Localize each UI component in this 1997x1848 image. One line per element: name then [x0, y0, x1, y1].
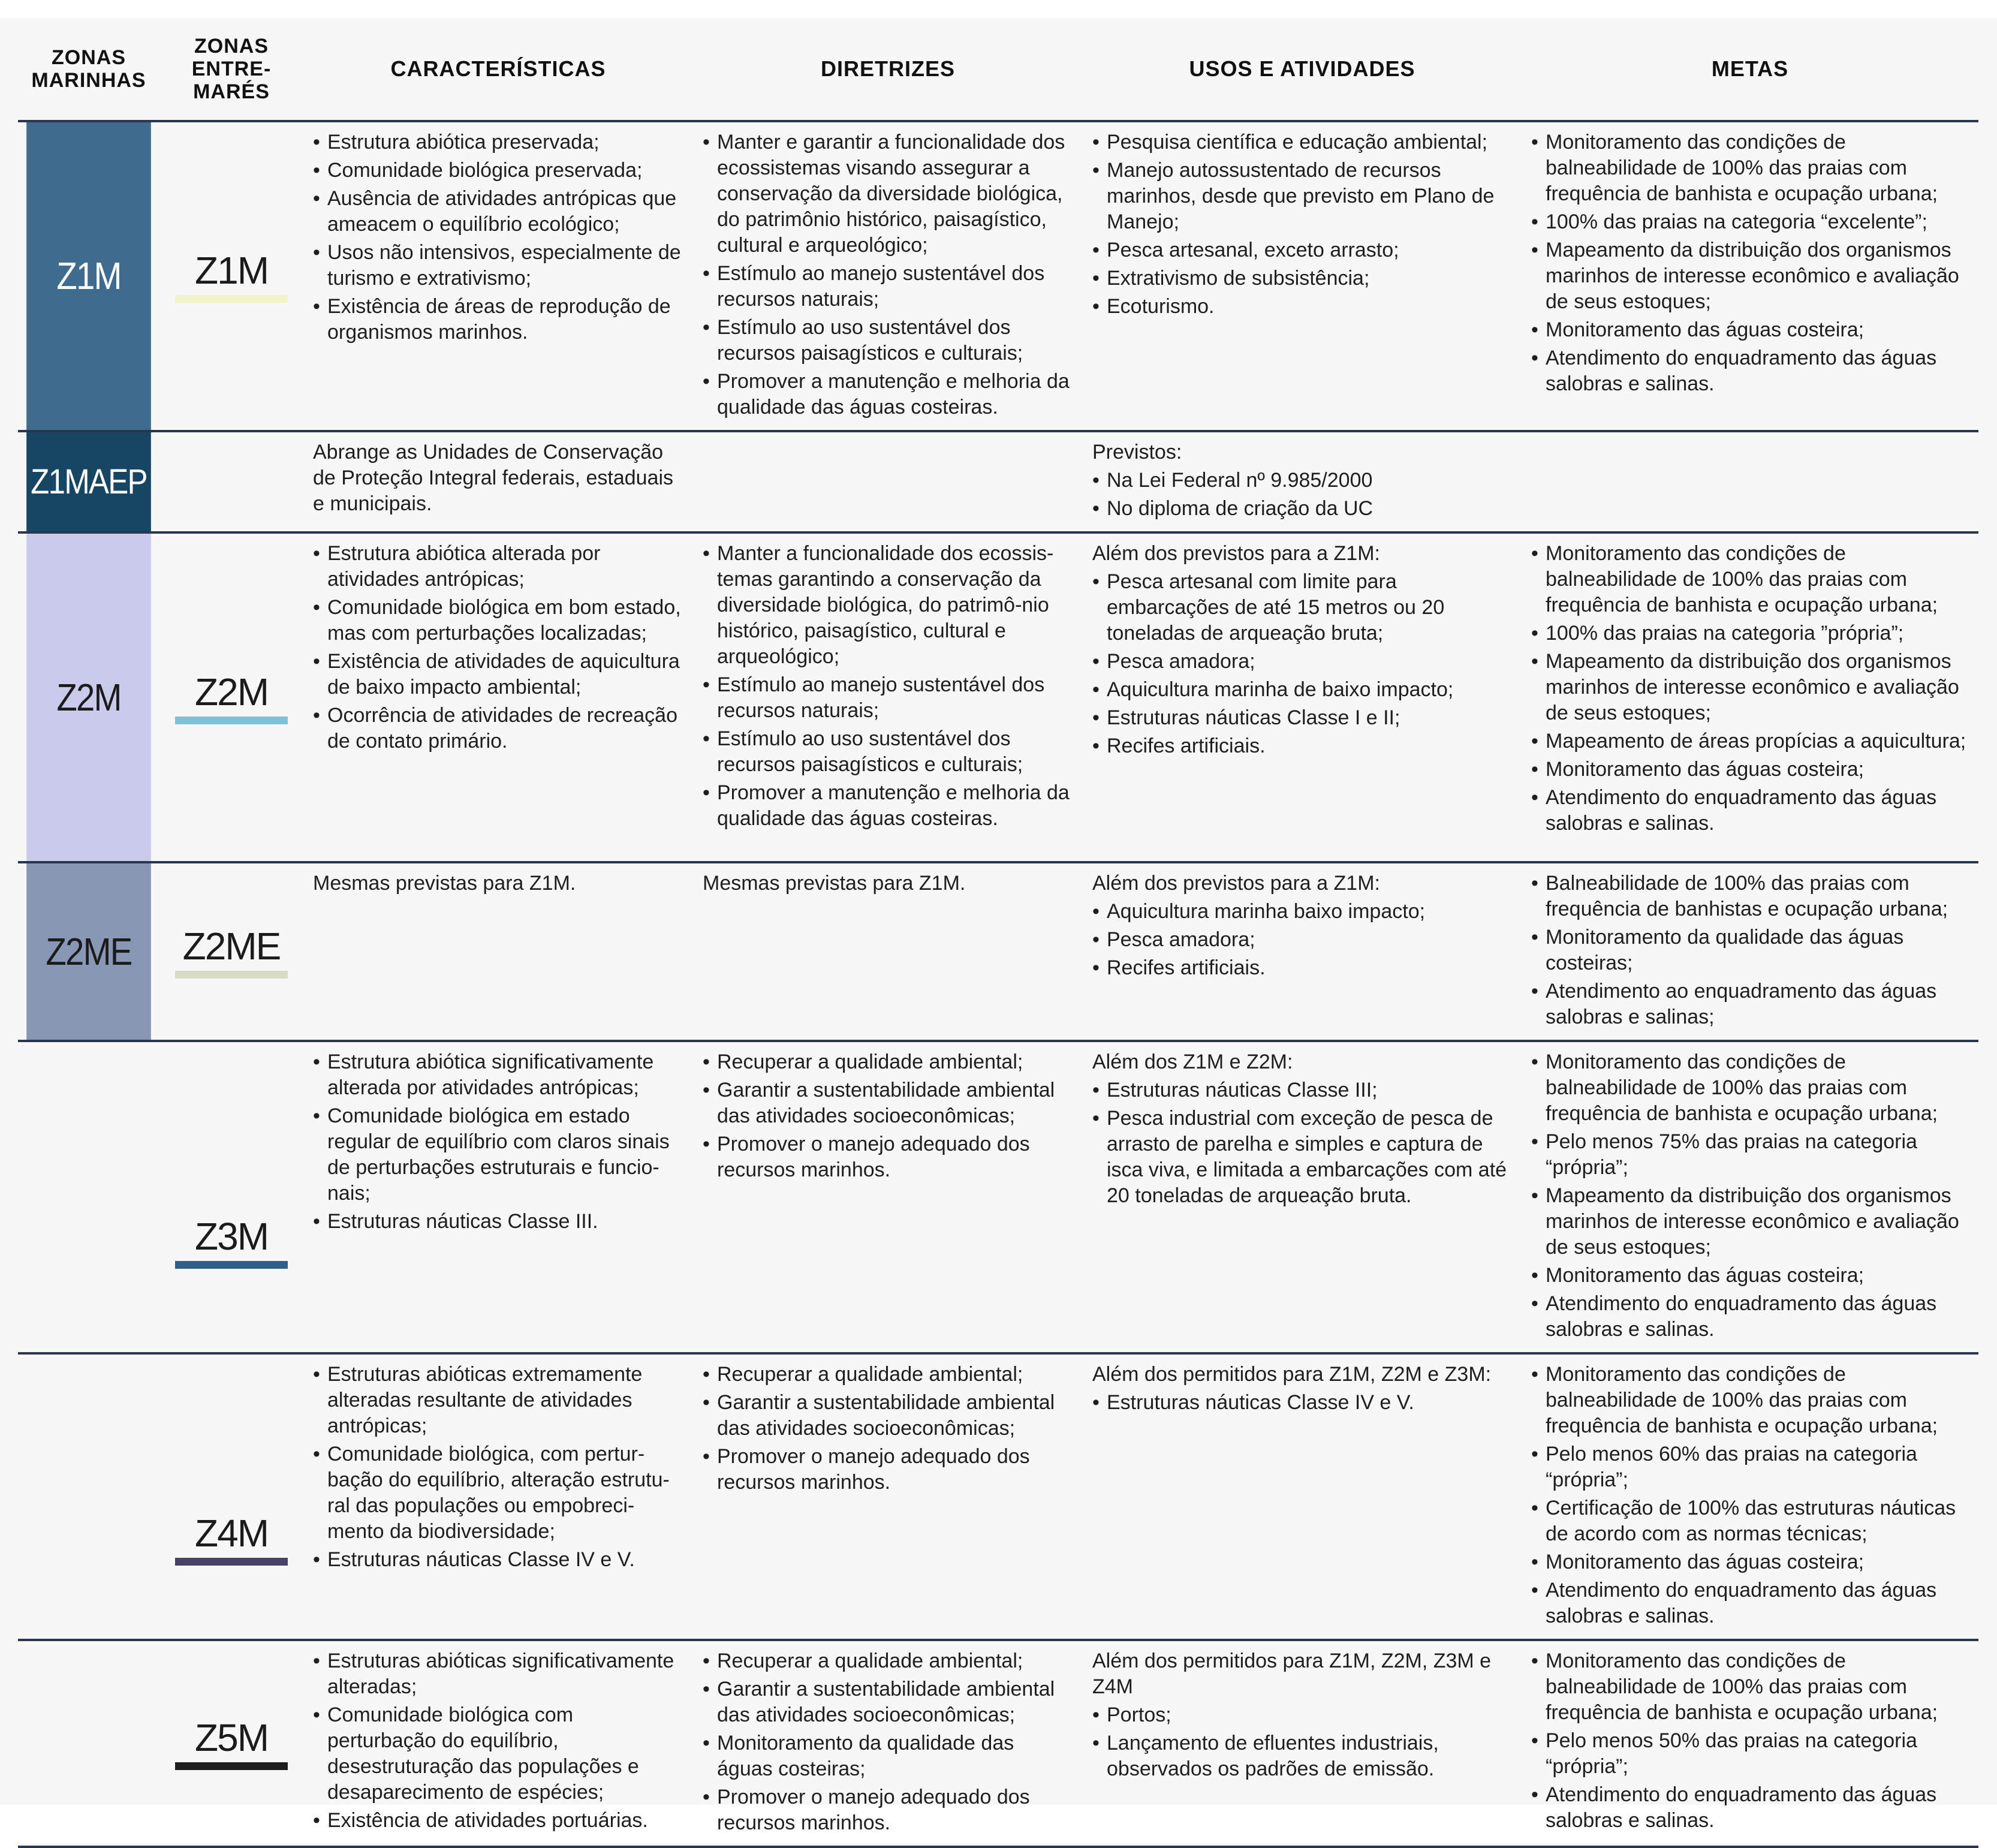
metas-list — [1531, 871, 1970, 1030]
caracteristicas-text: Mesmas previstas para Z1M. — [313, 872, 576, 895]
metas-cell — [1522, 862, 1978, 1041]
list-item: • Promover o manejo adequado dos recursos marinhos. — [703, 1444, 1074, 1495]
header-caracteristicas: CARACTERÍSTICAS — [303, 18, 693, 121]
diretrizes-cell — [693, 532, 1083, 862]
usos-intro: Além dos previstos para a Z1M: — [1092, 872, 1380, 895]
usos-list — [1092, 1702, 1513, 1782]
list-item: • Monitoramento das águas costeira; — [1531, 317, 1970, 343]
header-zonas-entremares — [159, 18, 303, 121]
zona-marinha-label: Z2M — [56, 675, 121, 719]
usos-cell — [1083, 532, 1522, 862]
list-item: • Existência de atividades de aquicultura de baixo impacto ambiental; — [313, 649, 685, 700]
metas-cell — [1522, 532, 1978, 862]
list-item: • Monitoramento das condições de balneabilidade de 100% das praias com frequência de banhista e ocupação urbana; — [1531, 1362, 1970, 1439]
usos-cell — [1083, 1640, 1522, 1847]
table-row-z2me — [18, 862, 1978, 1041]
list-item: • Ecoturismo. — [1092, 294, 1513, 320]
usos-intro: Além dos previstos para a Z1M: — [1092, 542, 1380, 565]
diretrizes-list — [703, 541, 1074, 832]
list-item: • Monitoramento das condições de balneabilidade de 100% das praias com frequência de banhista e ocupação urbana; — [1531, 1648, 1970, 1726]
list-item: • Certificação de 100% das estruturas náuticas de acordo com as normas técnicas; — [1531, 1495, 1970, 1547]
table-row-z4m — [18, 1353, 1978, 1640]
list-item: • Estrutura abiótica preservada; — [313, 130, 685, 155]
usos-intro: Previstos: — [1092, 441, 1182, 463]
header-usos: USOS E ATIVIDADES — [1083, 18, 1522, 121]
usos-cell — [1083, 431, 1522, 532]
usos-intro: Além dos permitidos para Z1M, Z2M e Z3M: — [1092, 1363, 1492, 1386]
header-diretrizes: DIRETRIZES — [693, 18, 1083, 121]
zona-entremares-label: Z3M — [195, 1215, 268, 1258]
list-item: • Usos não intensivos, especialmente de turismo e extrativismo; — [313, 240, 685, 291]
zone-color-bar — [175, 295, 288, 303]
zona-entremares-cell — [159, 1640, 303, 1847]
zoning-table-sheet — [0, 18, 1997, 1834]
list-item: • Estímulo ao manejo sustentável dos recursos naturais; — [703, 261, 1074, 312]
list-item: • Manter a funcionalidade dos ecossis-temas garantindo a conservação da diversidade biológica, do patrimô-nio histórico, paisagístico, cultural e arqueológico; — [703, 541, 1074, 670]
list-item: • Pesca artesanal, exceto arrasto; — [1092, 237, 1513, 263]
table-row-z5m — [18, 1640, 1978, 1847]
list-item: • Estímulo ao uso sustentável dos recursos paisagísticos e culturais; — [703, 726, 1074, 778]
zona-entremares-cell — [159, 862, 303, 1041]
list-item: • Promover a manutenção e melhoria da qualidade das águas costeiras. — [703, 369, 1074, 420]
list-item: • Manejo autossustentado de recursos marinhos, desde que previsto em Plano de Manejo; — [1092, 158, 1513, 235]
list-item: • Estruturas abióticas extremamente alteradas resultante de atividades antrópicas; — [313, 1362, 685, 1439]
usos-cell — [1083, 121, 1522, 431]
list-item: • Existência de atividades portuárias. — [313, 1808, 685, 1834]
list-item: • Existência de áreas de reprodução de organismos marinhos. — [313, 294, 685, 345]
caracteristicas-list — [313, 1362, 685, 1573]
list-item: • Mapeamento de áreas propícias a aquicultura; — [1531, 729, 1970, 754]
table-row-z1maep — [18, 431, 1978, 532]
usos-list — [1092, 130, 1513, 320]
diretrizes-text: Mesmas previstas para Z1M. — [703, 872, 966, 895]
header-zonas-entremares-line2: ENTRE- — [191, 58, 272, 80]
diretrizes-cell — [693, 121, 1083, 431]
metas-cell — [1522, 121, 1978, 431]
list-item: • Pesca amadora; — [1092, 927, 1513, 953]
diretrizes-cell — [693, 1041, 1083, 1353]
list-item: • Na Lei Federal nº 9.985/2000 — [1092, 468, 1513, 493]
zona-marinha-cell — [26, 1640, 151, 1847]
zoning-table — [18, 18, 1978, 1848]
caracteristicas-cell — [303, 862, 693, 1041]
header-zonas-entremares-line1: ZONAS — [194, 35, 269, 58]
caracteristicas-cell — [303, 532, 693, 862]
table-row-z1m — [18, 121, 1978, 431]
zona-entremares-cell — [159, 1041, 303, 1353]
metas-cell — [1522, 1353, 1978, 1640]
list-item: • Comunidade biológica com perturbação do equilíbrio, desestruturação das populações e desaparecimento de espécies; — [313, 1702, 685, 1805]
metas-cell — [1522, 1640, 1978, 1847]
list-item: • Promover a manutenção e melhoria da qualidade das águas costeiras. — [703, 780, 1074, 832]
list-item: • Pelo menos 50% das praias na categoria “própria”; — [1531, 1728, 1970, 1780]
zona-entremares-cell — [159, 431, 303, 532]
zona-entremares-label: Z1M — [195, 249, 268, 292]
zona-marinha-cell — [26, 532, 151, 862]
diretrizes-cell — [693, 1640, 1083, 1847]
caracteristicas-cell — [303, 121, 693, 431]
zona-entremares-label: Z4M — [195, 1511, 268, 1555]
header-zonas-marinhas: ZONAS MARINHAS — [18, 18, 159, 121]
zona-entremares-label: Z2M — [195, 670, 268, 714]
diretrizes-cell — [693, 431, 1083, 532]
list-item: • Promover o manejo adequado dos recursos marinhos. — [703, 1784, 1074, 1836]
list-item: • Garantir a sustentabilidade ambiental das atividades socioeconômicas; — [703, 1078, 1074, 1129]
zone-color-bar — [175, 971, 288, 979]
list-item: • Comunidade biológica em bom estado, mas com perturbações localizadas; — [313, 595, 685, 646]
list-item: • Atendimento do enquadramento das águas salobras e salinas. — [1531, 1291, 1970, 1343]
zona-marinha-label: Z2ME — [46, 929, 132, 973]
list-item: • Ocorrência de atividades de recreação de contato primário. — [313, 703, 685, 754]
diretrizes-list — [703, 1362, 1074, 1495]
zona-entremares-cell — [159, 121, 303, 431]
usos-list — [1092, 1078, 1513, 1209]
list-item: • Garantir a sustentabilidade ambiental das atividades socioeconômicas; — [703, 1390, 1074, 1441]
zone-color-bar — [175, 1261, 288, 1269]
list-item: • Estruturas náuticas Classe IV e V. — [313, 1547, 685, 1573]
list-item: • Recuperar a qualidade ambiental; — [703, 1648, 1074, 1674]
list-item: • Extrativismo de subsistência; — [1092, 266, 1513, 291]
list-item: • Estruturas náuticas Classe I e II; — [1092, 705, 1513, 731]
caracteristicas-list — [313, 1648, 685, 1834]
metas-list — [1531, 541, 1970, 836]
caracteristicas-cell — [303, 431, 693, 532]
list-item: • Monitoramento das águas costeira; — [1531, 757, 1970, 782]
list-item: • Atendimento do enquadramento das águas salobras e salinas. — [1531, 1578, 1970, 1629]
list-item: • Monitoramento da qualidade das águas costeiras; — [1531, 925, 1970, 976]
list-item: • Pelo menos 60% das praias na categoria “própria”; — [1531, 1441, 1970, 1493]
usos-cell — [1083, 1353, 1522, 1640]
diretrizes-list — [703, 1049, 1074, 1183]
zona-marinha-cell — [26, 1353, 151, 1640]
list-item: • Pelo menos 75% das praias na categoria “própria”; — [1531, 1129, 1970, 1181]
list-item: • Atendimento do enquadramento das águas salobras e salinas. — [1531, 345, 1970, 397]
diretrizes-list — [703, 1648, 1074, 1836]
list-item: • Recuperar a qualidade ambiental; — [703, 1362, 1074, 1387]
metas-list — [1531, 1362, 1970, 1629]
table-row-z3m — [18, 1041, 1978, 1353]
list-item: • Estruturas abióticas significativamente alteradas; — [313, 1648, 685, 1700]
list-item: • Estrutura abiótica significativamente alterada por atividades antrópicas; — [313, 1049, 685, 1101]
caracteristicas-list — [313, 541, 685, 754]
metas-cell — [1522, 431, 1978, 532]
list-item: • Atendimento do enquadramento das águas salobras e salinas. — [1531, 785, 1970, 836]
metas-list — [1531, 1648, 1970, 1834]
list-item: • Garantir a sustentabilidade ambiental das atividades socioeconômicas; — [703, 1677, 1074, 1728]
zona-entremares-label: Z5M — [195, 1716, 268, 1759]
list-item: • Estruturas náuticas Classe IV e V. — [1092, 1390, 1513, 1416]
list-item: • Monitoramento das condições de balneabilidade de 100% das praias com frequência de banhista e ocupação urbana; — [1531, 130, 1970, 207]
list-item: • Balneabilidade de 100% das praias com frequência de banhistas e ocupação urbana; — [1531, 871, 1970, 922]
list-item: • Portos; — [1092, 1702, 1513, 1728]
usos-list — [1092, 468, 1513, 522]
list-item: • Aquicultura marinha baixo impacto; — [1092, 899, 1513, 925]
list-item: • Mapeamento da distribuição dos organismos marinhos de interesse econômico e avaliação de seus estoques; — [1531, 237, 1970, 315]
zona-entremares-cell — [159, 532, 303, 862]
caracteristicas-list — [313, 1049, 685, 1235]
usos-cell — [1083, 1041, 1522, 1353]
list-item: • Monitoramento das águas costeira; — [1531, 1549, 1970, 1575]
list-item: • 100% das praias na categoria “excelente”; — [1531, 209, 1970, 235]
list-item: • 100% das praias na categoria ”própria”; — [1531, 621, 1970, 646]
metas-list — [1531, 1049, 1970, 1343]
table-row-z2m — [18, 532, 1978, 862]
list-item: • Atendimento ao enquadramento das águas salobras e salinas; — [1531, 979, 1970, 1030]
diretrizes-cell — [693, 862, 1083, 1041]
list-item: • Pesca amadora; — [1092, 649, 1513, 675]
list-item: • Comunidade biológica em estado regular de equilíbrio com claros sinais de perturbações estruturais e funcio-nais; — [313, 1103, 685, 1206]
list-item: • Recuperar a qualidade ambiental; — [703, 1049, 1074, 1075]
list-item: • Aquicultura marinha de baixo impacto; — [1092, 677, 1513, 703]
list-item: • Estrutura abiótica alterada por atividades antrópicas; — [313, 541, 685, 592]
list-item: • Monitoramento das águas costeira; — [1531, 1263, 1970, 1289]
list-item: • Pesca artesanal com limite para embarcações de até 15 metros ou 20 toneladas de arqueação bruta; — [1092, 569, 1513, 646]
zone-color-bar — [175, 1558, 288, 1566]
usos-intro: Além dos Z1M e Z2M: — [1092, 1051, 1293, 1073]
zona-marinha-label: Z1M — [56, 254, 121, 297]
zona-marinha-label: Z1MAEP — [31, 462, 147, 501]
list-item: • Estruturas náuticas Classe III; — [1092, 1078, 1513, 1103]
list-item: • Ausência de atividades antrópicas que ameacem o equilíbrio ecológico; — [313, 186, 685, 237]
caracteristicas-cell — [303, 1041, 693, 1353]
list-item: • Recifes artificiais. — [1092, 733, 1513, 759]
header-metas: METAS — [1522, 18, 1978, 121]
list-item: • Recifes artificiais. — [1092, 955, 1513, 981]
list-item: • Monitoramento das condições de balneabilidade de 100% das praias com frequência de banhista e ocupação urbana; — [1531, 1049, 1970, 1127]
usos-list — [1092, 899, 1513, 981]
caracteristicas-list — [313, 130, 685, 345]
zona-marinha-cell — [26, 121, 151, 431]
list-item: • Estímulo ao uso sustentável dos recursos paisagísticos e culturais; — [703, 315, 1074, 366]
usos-intro: Além dos permitidos para Z1M, Z2M, Z3M e Z4M — [1092, 1650, 1492, 1698]
header-row — [18, 18, 1978, 121]
zone-color-bar — [175, 717, 288, 724]
list-item: • Promover o manejo adequado dos recursos marinhos. — [703, 1131, 1074, 1183]
metas-list — [1531, 130, 1970, 397]
list-item: • Comunidade biológica, com pertur-bação do equilíbrio, alteração estrutu-ral das populações ou empobreci-mento da biodiversidade; — [313, 1441, 685, 1545]
zona-marinha-cell — [26, 862, 151, 1041]
list-item: • Atendimento do enquadramento das águas salobras e salinas. — [1531, 1782, 1970, 1834]
list-item: • Pesca industrial com exceção de pesca de arrasto de parelha e simples e captura de isca viva, e limitada a embarcações com até 20 toneladas de arqueação bruta. — [1092, 1106, 1513, 1209]
list-item: • Estímulo ao manejo sustentável dos recursos naturais; — [703, 672, 1074, 724]
zona-marinha-cell — [26, 431, 151, 532]
usos-list — [1092, 569, 1513, 759]
zona-marinha-cell — [26, 1041, 151, 1353]
zone-color-bar — [175, 1762, 288, 1770]
caracteristicas-text: Abrange as Unidades de Conservação de Proteção Integral federais, estaduais e municipais. — [313, 441, 674, 515]
header-zonas-entremares-line3: MARÉS — [193, 80, 270, 103]
list-item: • Mapeamento da distribuição dos organismos marinhos de interesse econômico e avaliação de seus estoques; — [1531, 649, 1970, 726]
list-item: • Manter e garantir a funcionalidade dos ecossistemas visando assegurar a conservação da diversidade biológica, do patrimônio histórico, paisagístico, cultural e arqueológico; — [703, 130, 1074, 258]
list-item: • Comunidade biológica preservada; — [313, 158, 685, 183]
usos-cell — [1083, 862, 1522, 1041]
diretrizes-cell — [693, 1353, 1083, 1640]
list-item: • No diploma de criação da UC — [1092, 496, 1513, 522]
metas-cell — [1522, 1041, 1978, 1353]
list-item: • Lançamento de efluentes industriais, observados os padrões de emissão. — [1092, 1730, 1513, 1782]
list-item: • Monitoramento da qualidade das águas costeiras; — [703, 1730, 1074, 1782]
usos-list — [1092, 1390, 1513, 1416]
diretrizes-list — [703, 130, 1074, 420]
list-item: • Mapeamento da distribuição dos organismos marinhos de interesse econômico e avaliação de seus estoques; — [1531, 1183, 1970, 1260]
list-item: • Estruturas náuticas Classe III. — [313, 1209, 685, 1235]
caracteristicas-cell — [303, 1640, 693, 1847]
list-item: • Pesquisa científica e educação ambiental; — [1092, 130, 1513, 155]
list-item: • Monitoramento das condições de balneabilidade de 100% das praias com frequência de banhista e ocupação urbana; — [1531, 541, 1970, 618]
zona-entremares-label: Z2ME — [182, 924, 281, 968]
caracteristicas-cell — [303, 1353, 693, 1640]
zona-entremares-cell — [159, 1353, 303, 1640]
